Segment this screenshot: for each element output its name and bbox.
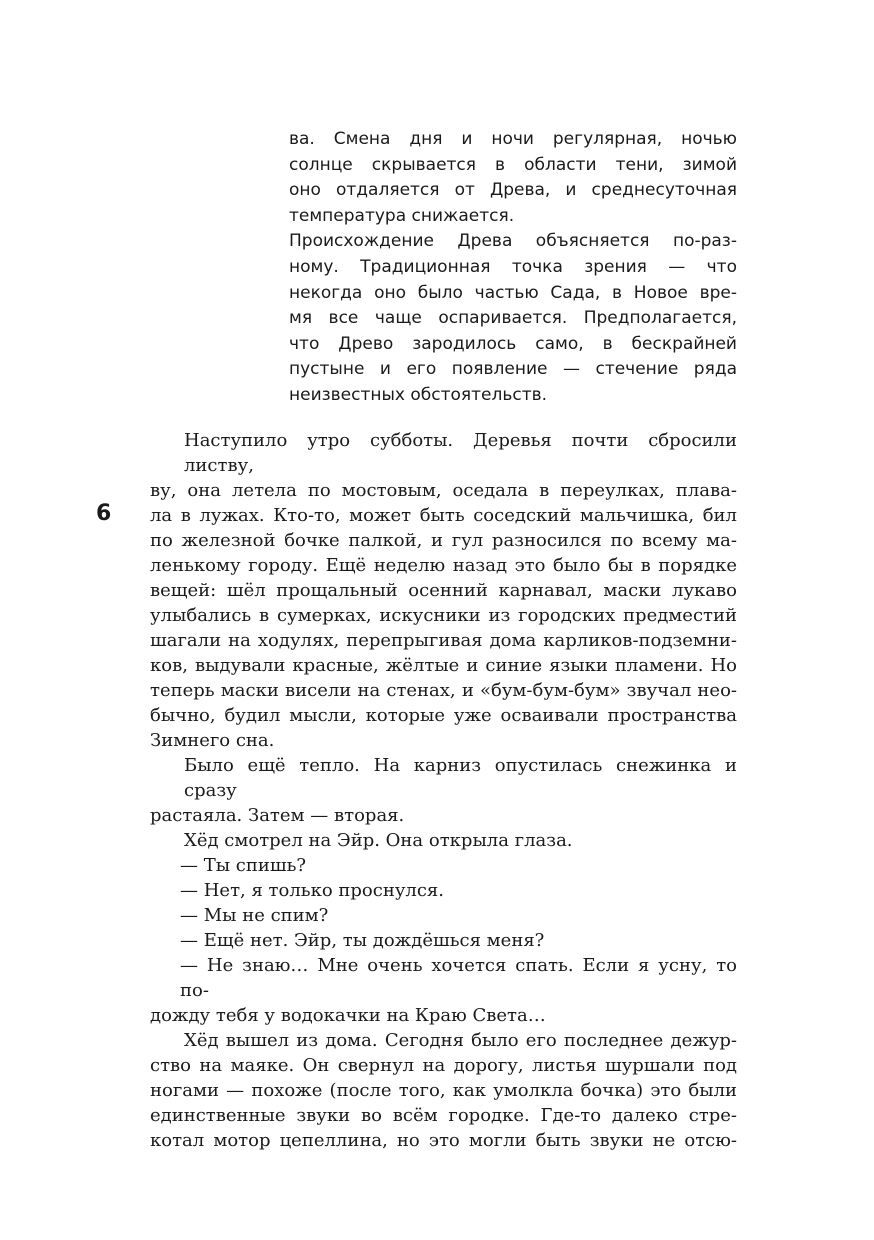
text-line: по железной бочке палкой, и гул разносился по всему ма- bbox=[150, 530, 737, 551]
excerpt-line: температура снижается. bbox=[289, 205, 515, 226]
text-line: шагали на ходулях, перепрыгивая дома карликов-подземни- bbox=[150, 630, 737, 651]
excerpt-line: некогда оно было частью Сада, в Новое вре- bbox=[289, 282, 737, 303]
text-line: Хёд смотрел на Эйр. Она открыла глаза. bbox=[184, 830, 573, 851]
dialogue-line: — Не знаю… Мне очень хочется спать. Если я усну, то по- bbox=[180, 955, 737, 1001]
text-line: дожду тебя у водокачки на Краю Света… bbox=[150, 1005, 546, 1026]
text-line: котал мотор цепеллина, но это могли быть звуки не отсю- bbox=[150, 1130, 737, 1151]
excerpt-line: ному. Традиционная точка зрения — что bbox=[289, 256, 737, 277]
excerpt-line: мя все чаще оспаривается. Предполагается, bbox=[289, 308, 737, 329]
text-line: единственные звуки во всём городке. Где-то далеко стре- bbox=[150, 1105, 737, 1126]
excerpt-line: оно отдаляется от Древа, и среднесуточная bbox=[289, 180, 737, 201]
text-line: ство на маяке. Он свернул на дорогу, листья шуршали под bbox=[150, 1055, 737, 1076]
text-line: Зимнего сна. bbox=[150, 730, 275, 751]
text-line: растаяла. Затем — вторая. bbox=[150, 805, 405, 826]
excerpt-block bbox=[289, 127, 737, 409]
dialogue-line: — Ещё нет. Эйр, ты дождёшься меня? bbox=[180, 930, 545, 951]
text-line: бычно, будил мысли, которые уже осваивали пространства bbox=[150, 705, 737, 726]
excerpt-line: ва. Смена дня и ночи регулярная, ночью bbox=[289, 129, 737, 149]
text-line: Наступило утро субботы. Деревья почти сбросили листву, bbox=[184, 430, 737, 476]
excerpt-line: неизвестных обстоятельств. bbox=[289, 384, 548, 405]
excerpt-line: солнце скрывается в области тени, зимой bbox=[289, 154, 737, 175]
text-line: ву, она летела по мостовым, оседала в переулках, плава- bbox=[150, 480, 737, 501]
main-text bbox=[150, 428, 737, 1153]
text-line: ленькому городу. Ещё неделю назад это было бы в порядке bbox=[150, 555, 737, 576]
text-line: улыбались в сумерках, искусники из городских предместий bbox=[150, 605, 737, 626]
excerpt-line: что Древо зародилось само, в бескрайней bbox=[289, 333, 737, 354]
dialogue-line: — Мы не спим? bbox=[180, 905, 329, 926]
excerpt-line: Происхождение Древа объясняется по-раз- bbox=[289, 231, 737, 252]
text-line: Было ещё тепло. На карниз опустилась снежинка и сразу bbox=[184, 755, 737, 801]
page-number: 6 bbox=[96, 501, 112, 526]
dialogue-line: — Ты спишь? bbox=[180, 855, 307, 876]
dialogue-line: — Нет, я только проснулся. bbox=[180, 880, 445, 901]
text-line: вещей: шёл прощальный осенний карнавал, маски лукаво bbox=[150, 580, 737, 601]
text-line: теперь маски висели на стенах, и «бум-бум-бум» звучал нео- bbox=[150, 680, 737, 701]
text-line: Хёд вышел из дома. Сегодня было его последнее дежур- bbox=[184, 1030, 737, 1051]
text-line: ногами — похоже (после того, как умолкла бочка) это были bbox=[150, 1080, 737, 1101]
text-line: ков, выдували красные, жёлтые и синие языки пламени. Но bbox=[150, 655, 737, 676]
excerpt-line: пустыне и его появление — стечение ряда bbox=[289, 359, 737, 380]
text-line: ла в лужах. Кто-то, может быть соседский мальчишка, бил bbox=[150, 505, 737, 526]
